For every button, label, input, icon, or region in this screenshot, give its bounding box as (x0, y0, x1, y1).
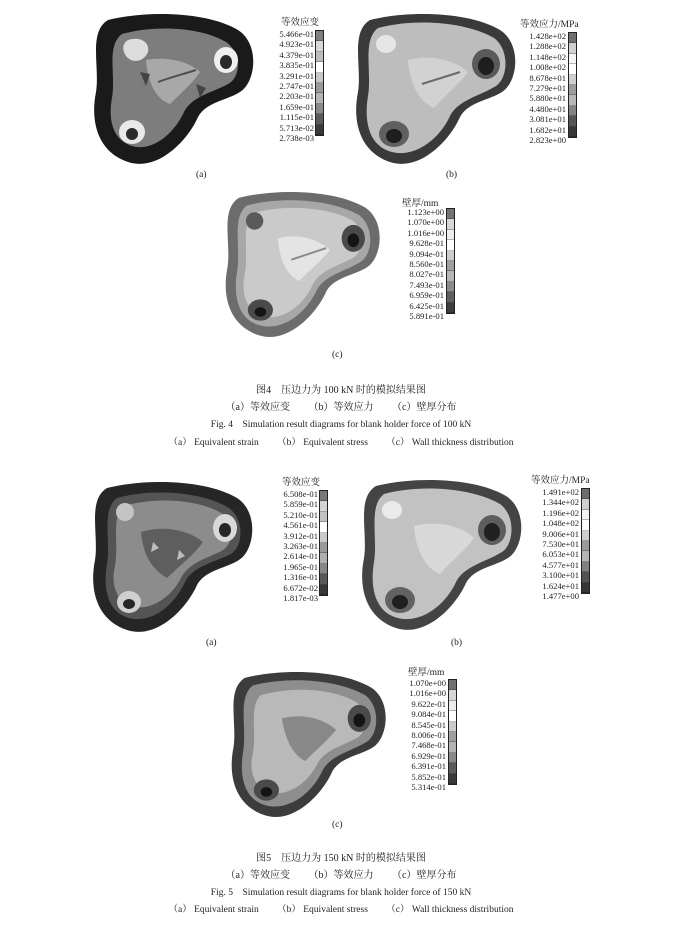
colorbar-segment (320, 512, 327, 522)
legend-value: 6.391e-01 (411, 761, 446, 772)
legend-value: 1.965e-01 (283, 561, 318, 572)
legend-value: 3.263e-01 (283, 540, 318, 551)
legend-value: 1.428e+02 (529, 31, 566, 41)
colorbar-segment (316, 125, 323, 135)
colorbar-segment (320, 501, 327, 511)
fig5-b-legend-title: 等效应力/MPa (531, 476, 590, 486)
legend-value: 4.480e+01 (529, 103, 566, 114)
legend-value: 8.027e-01 (409, 269, 444, 280)
fig5-item-cn-c: （c）壁厚分布 (392, 870, 457, 881)
legend-value: 3.912e-01 (283, 530, 318, 541)
colorbar-segment (447, 271, 454, 281)
fig5-items-cn (0, 866, 682, 881)
legend-value: 7.279e+01 (529, 82, 566, 93)
legend-value: 1.115e-01 (279, 112, 314, 123)
legend-value: 4.923e-01 (279, 39, 314, 50)
fig4-c-colorbar (446, 208, 455, 314)
legend-value: 9.006e+01 (542, 528, 579, 539)
legend-value: 1.048e+02 (542, 518, 579, 529)
colorbar-segment (316, 83, 323, 93)
fig5-a-legend-labels (260, 489, 318, 603)
fig5-a-colorbar (319, 490, 328, 596)
colorbar-segment (569, 64, 576, 74)
colorbar-segment (449, 690, 456, 700)
colorbar-segment (449, 774, 456, 784)
fig5-c-colorbar (448, 679, 457, 785)
colorbar-segment (449, 701, 456, 711)
colorbar-segment (316, 104, 323, 114)
fig4-item-cn-b: （b）等效应力 (308, 402, 374, 413)
colorbar-segment (449, 742, 456, 752)
legend-value: 5.314e-01 (411, 781, 446, 792)
colorbar-segment (582, 520, 589, 530)
fig5-c-part-image (222, 670, 394, 820)
legend-value: 2.614e-01 (283, 551, 318, 562)
colorbar-segment (447, 230, 454, 240)
colorbar-segment (569, 43, 576, 53)
legend-value: 1.196e+02 (542, 507, 579, 518)
legend-value: 1.288e+02 (529, 41, 566, 52)
fig4-c-sublabel: (c) (332, 350, 343, 360)
colorbar-segment (316, 73, 323, 83)
legend-value: 1.477e+00 (542, 590, 579, 601)
colorbar-segment (320, 574, 327, 584)
legend-value: 5.891e-01 (409, 310, 444, 321)
legend-value: 9.622e-01 (411, 698, 446, 709)
colorbar-segment (320, 553, 327, 563)
fig4-items-cn (0, 398, 682, 413)
fig4-b-sublabel: (b) (446, 170, 458, 180)
fig4-a-part-image (88, 12, 258, 167)
legend-value: 5.852e-01 (411, 771, 446, 782)
colorbar-segment (316, 62, 323, 72)
legend-value: 5.210e-01 (283, 509, 318, 520)
fig5-b-part-image (355, 478, 527, 633)
legend-value: 1.624e+01 (542, 580, 579, 591)
fig4-panel-a (88, 12, 328, 180)
fig4-panel-c (216, 185, 466, 365)
legend-value: 1.008e+02 (529, 62, 566, 73)
legend-value: 8.560e-01 (409, 258, 444, 269)
fig4-item-cn-c: （c）壁厚分布 (392, 402, 457, 413)
colorbar-segment (449, 732, 456, 742)
colorbar-segment (447, 282, 454, 292)
legend-value: 2.747e-01 (279, 80, 314, 91)
legend-value: 9.628e-01 (409, 238, 444, 249)
colorbar-segment (449, 753, 456, 763)
legend-value: 1.123e+00 (407, 207, 444, 217)
legend-value: 1.070e+00 (407, 217, 444, 228)
fig5-panel-a (86, 470, 326, 650)
legend-value: 6.672e-02 (283, 582, 318, 593)
fig4-b-part-image (350, 12, 520, 167)
legend-value: 1.148e+02 (529, 51, 566, 62)
colorbar-segment (582, 499, 589, 509)
legend-value: 1.344e+02 (542, 497, 579, 508)
legend-value: 7.493e-01 (409, 279, 444, 290)
legend-value: 4.561e-01 (283, 520, 318, 531)
fig5-panel-b (355, 470, 595, 650)
legend-value: 8.006e-01 (411, 729, 446, 740)
legend-value: 5.466e-01 (279, 29, 314, 39)
colorbar-segment (449, 711, 456, 721)
colorbar-segment (569, 106, 576, 116)
colorbar-segment (447, 219, 454, 229)
fig5-c-legend-title: 壁厚/mm (408, 668, 445, 678)
fig5-c-sublabel: (c) (332, 820, 343, 830)
fig5-caption-cn: 图5 压边力为 150 kN 时的模拟结果图 (256, 853, 426, 864)
legend-value: 9.084e-01 (411, 709, 446, 720)
fig4-item-en-c: （c） Wall thickness distribution (386, 438, 514, 448)
legend-value: 3.100e+01 (542, 570, 579, 581)
fig5-item-cn-b: （b）等效应力 (308, 870, 374, 881)
fig4-caption-en: Fig. 4 Simulation result diagrams for blank holder force of 100 kN (210, 420, 472, 430)
colorbar-segment (449, 722, 456, 732)
colorbar-segment (320, 522, 327, 532)
colorbar-segment (582, 531, 589, 541)
colorbar-segment (582, 541, 589, 551)
colorbar-segment (316, 114, 323, 124)
fig5-item-en-b: （b） Equivalent stress (277, 905, 368, 915)
fig5-item-en-c: （c） Wall thickness distribution (386, 905, 514, 915)
fig5-b-sublabel: (b) (451, 638, 463, 648)
colorbar-segment (447, 292, 454, 302)
colorbar-segment (569, 85, 576, 95)
fig4-item-cn-a: （a）等效应变 (225, 402, 290, 413)
fig4-caption-cn: 图4 压边力为 100 kN 时的模拟结果图 (256, 385, 426, 396)
fig4-item-en-a: （a） Equivalent strain (168, 438, 259, 448)
legend-value: 5.713e-02 (279, 122, 314, 133)
fig5-items-en (0, 901, 682, 915)
fig4-c-part-image (216, 190, 388, 340)
colorbar-segment (569, 95, 576, 105)
fig4-b-legend-labels (510, 31, 566, 145)
colorbar-segment (316, 93, 323, 103)
fig4-b-legend-title: 等效应力/MPa (520, 20, 579, 30)
fig4-a-legend-title: 等效应变 (281, 18, 320, 28)
legend-value: 2.203e-01 (279, 91, 314, 102)
colorbar-segment (449, 763, 456, 773)
fig4-c-legend-labels (388, 207, 444, 321)
colorbar-segment (320, 491, 327, 501)
legend-value: 7.468e-01 (411, 740, 446, 751)
legend-value: 1.491e+02 (542, 487, 579, 497)
colorbar-segment (582, 489, 589, 499)
legend-value: 2.738e-03 (279, 132, 314, 143)
legend-value: 1.659e-01 (279, 101, 314, 112)
colorbar-segment (449, 680, 456, 690)
legend-value: 3.835e-01 (279, 60, 314, 71)
legend-value: 4.379e-01 (279, 49, 314, 60)
fig4-a-sublabel: (a) (196, 170, 207, 180)
legend-value: 3.081e+01 (529, 114, 566, 125)
colorbar-segment (447, 261, 454, 271)
legend-value: 6.929e-01 (411, 750, 446, 761)
fig5-b-legend-labels (523, 487, 579, 601)
fig4-b-colorbar (568, 32, 577, 138)
colorbar-segment (569, 75, 576, 85)
legend-value: 1.070e+00 (409, 678, 446, 688)
colorbar-segment (447, 209, 454, 219)
legend-value: 9.094e-01 (409, 248, 444, 259)
fig5-item-en-a: （a） Equivalent strain (168, 905, 259, 915)
fig5-c-legend-labels (390, 678, 446, 792)
fig4-items-en (0, 434, 682, 448)
colorbar-segment (582, 562, 589, 572)
fig5-b-colorbar (581, 488, 590, 594)
fig5-item-cn-a: （a）等效应变 (225, 870, 290, 881)
fig4-a-legend-labels (258, 29, 314, 143)
colorbar-segment (569, 127, 576, 137)
colorbar-segment (320, 564, 327, 574)
legend-value: 5.880e+01 (529, 93, 566, 104)
fig5-a-part-image (86, 480, 258, 635)
colorbar-segment (320, 533, 327, 543)
legend-value: 1.016e+00 (409, 688, 446, 699)
fig4-item-en-b: （b） Equivalent stress (277, 438, 368, 448)
legend-value: 3.291e-01 (279, 70, 314, 81)
colorbar-segment (447, 240, 454, 250)
colorbar-segment (582, 551, 589, 561)
fig4-panel-b (350, 12, 590, 180)
legend-value: 6.053e+01 (542, 549, 579, 560)
colorbar-segment (569, 54, 576, 64)
colorbar-segment (447, 251, 454, 261)
legend-value: 1.682e+01 (529, 124, 566, 135)
fig4-a-colorbar (315, 30, 324, 136)
legend-value: 8.545e-01 (411, 719, 446, 730)
colorbar-segment (316, 31, 323, 41)
colorbar-segment (447, 303, 454, 313)
legend-value: 2.823e+00 (529, 134, 566, 145)
fig5-caption-en: Fig. 5 Simulation result diagrams for blank holder force of 150 kN (210, 888, 472, 898)
legend-value: 6.508e-01 (283, 489, 318, 499)
legend-value: 6.425e-01 (409, 300, 444, 311)
legend-value: 1.016e+00 (407, 227, 444, 238)
fig4-c-legend-title: 壁厚/mm (402, 199, 439, 209)
legend-value: 4.577e+01 (542, 559, 579, 570)
fig5-a-legend-title: 等效应变 (282, 478, 321, 488)
legend-value: 6.959e-01 (409, 290, 444, 301)
legend-value: 7.530e+01 (542, 538, 579, 549)
colorbar-segment (582, 510, 589, 520)
colorbar-segment (569, 33, 576, 43)
fig5-a-sublabel: (a) (206, 638, 217, 648)
colorbar-segment (320, 585, 327, 595)
fig5-panel-c (222, 660, 472, 840)
colorbar-segment (320, 543, 327, 553)
legend-value: 1.817e-03 (283, 592, 318, 603)
legend-value: 1.316e-01 (283, 572, 318, 583)
colorbar-segment (582, 583, 589, 593)
colorbar-segment (316, 52, 323, 62)
legend-value: 5.859e-01 (283, 499, 318, 510)
colorbar-segment (316, 41, 323, 51)
colorbar-segment (569, 116, 576, 126)
legend-value: 8.678e+01 (529, 72, 566, 83)
colorbar-segment (582, 572, 589, 582)
